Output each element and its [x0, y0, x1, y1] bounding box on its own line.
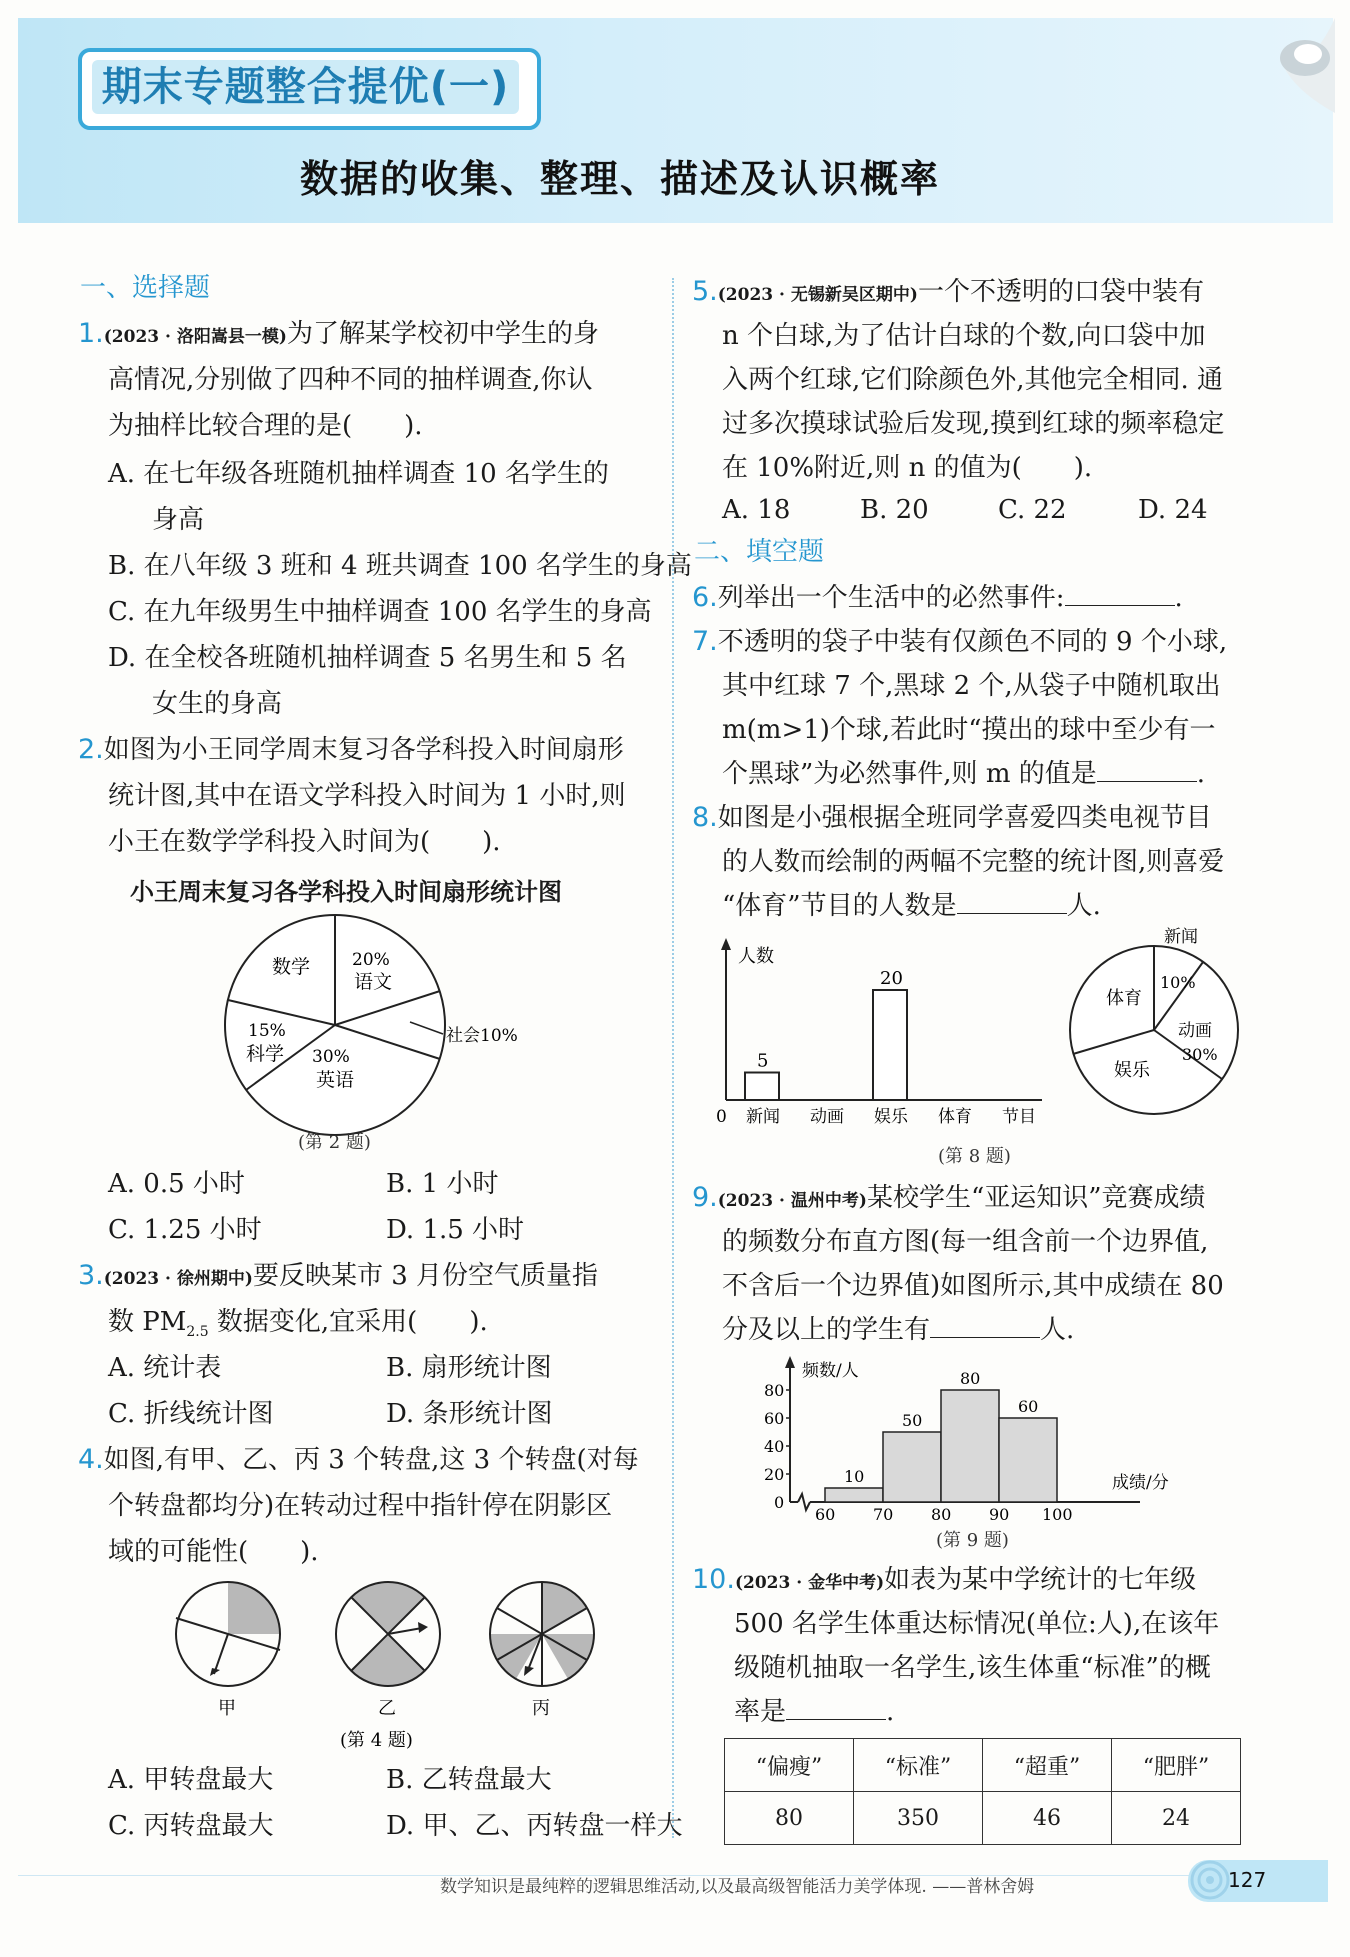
question-3	[78, 1254, 598, 1301]
q9-histogram-bar	[999, 1418, 1057, 1502]
question-6	[692, 576, 1183, 620]
q8-pie-ent: 娱乐	[1114, 1060, 1150, 1081]
spinner-bing-label: 丙	[532, 1698, 550, 1719]
q9-x-label: 成绩/分	[1112, 1473, 1169, 1493]
q2-caption: (第 2 题)	[298, 1132, 371, 1153]
q8-number: 8.	[692, 802, 718, 833]
q1-option-c[interactable]: C. 在九年级男生中抽样调查 100 名学生的身高	[108, 597, 652, 627]
q3-option-b[interactable]: B. 扇形统计图	[386, 1353, 552, 1383]
q1-line2: 高情况,分别做了四种不同的抽样调查,你认	[108, 365, 593, 395]
table-cell: 46	[983, 1792, 1112, 1845]
q9-number: 9.	[692, 1182, 718, 1213]
q8-origin: 0	[716, 1107, 727, 1127]
q6-line1: 列举出一个生活中的必然事件:	[717, 583, 1065, 613]
q4-number: 4.	[78, 1444, 104, 1475]
q8-x-tick-label: 新闻	[746, 1107, 780, 1127]
q9-axis-break	[798, 1494, 810, 1510]
q6-end: .	[1174, 583, 1183, 613]
q4-spinners-figure	[170, 1578, 610, 1768]
q1-line1: 为了解某学校初中学生的身	[286, 319, 599, 349]
q9-y-tick-label: 0	[774, 1493, 785, 1512]
table-row	[725, 1792, 1241, 1845]
table-cell: 24	[1112, 1792, 1241, 1845]
q3-source: (2023 · 徐州期中)	[103, 1269, 253, 1289]
footer-spiral-icon	[1188, 1858, 1232, 1902]
q9-x-tick-label: 90	[989, 1505, 1010, 1524]
q9-histogram-bar	[825, 1488, 883, 1502]
q8-bar-chart	[712, 932, 1052, 1132]
q10-line4-wrap	[734, 1690, 894, 1734]
q9-x-tick-label: 60	[815, 1505, 836, 1524]
q10-line4: 率是	[734, 1697, 787, 1727]
q9-y-axis-arrow	[785, 1356, 795, 1368]
q9-end: 人.	[1040, 1315, 1075, 1345]
spinner-yi	[336, 1582, 440, 1719]
q5-line2: n 个白球,为了估计白球的个数,向口袋中加	[722, 321, 1206, 351]
q8-pie-sports: 体育	[1106, 988, 1142, 1009]
question-5	[692, 270, 1204, 317]
q9-y-label: 频数/人	[802, 1361, 859, 1381]
q8-x-label: 节目	[1002, 1107, 1036, 1127]
table-cell: 350	[854, 1792, 983, 1845]
section-choice-title: 一、选择题	[80, 273, 211, 303]
q5-option-b[interactable]: B. 20	[860, 495, 929, 525]
q5-line3: 入两个红球,它们除颜色外,其他完全相同. 通	[722, 365, 1224, 395]
q8-pie-anim: 动画	[1178, 1021, 1212, 1041]
q1-option-b[interactable]: B. 在八年级 3 班和 4 班共调查 100 名学生的身高	[108, 551, 692, 581]
q9-histogram-bar	[883, 1432, 941, 1502]
q9-source: (2023 · 温州中考)	[717, 1191, 867, 1211]
q10-answer-blank[interactable]	[786, 1693, 886, 1720]
q3-option-d[interactable]: D. 条形统计图	[386, 1399, 553, 1429]
footer-quote: 数学知识是最纯粹的逻辑思维活动,以及最高级智能活力美学体现. ——普林舍姆	[440, 1877, 1035, 1897]
spinner-jia	[176, 1582, 280, 1719]
q10-line1: 如表为某中学统计的七年级	[884, 1565, 1197, 1595]
q9-line2: 的频数分布直方图(每一组含前一个边界值,	[722, 1227, 1209, 1257]
q2-line3: 小王在数学学科投入时间为( ).	[108, 827, 501, 857]
table-header-cell: “偏瘦”	[725, 1739, 854, 1792]
q9-bar-value-label: 80	[960, 1369, 981, 1388]
q8-y-axis-arrow	[721, 938, 731, 950]
section-fill-title: 二、填空题	[694, 537, 825, 567]
q2-label-english: 英语	[316, 1069, 355, 1091]
q4-option-a[interactable]: A. 甲转盘最大	[108, 1765, 274, 1795]
q9-line4-wrap	[722, 1308, 1074, 1352]
q3-line2-a: 数 PM	[108, 1307, 187, 1337]
q10-line2: 500 名学生体重达标情况(单位:人),在该年	[734, 1609, 1220, 1639]
q8-end: 人.	[1066, 891, 1101, 921]
page-curl-decoration	[1250, 18, 1335, 113]
q3-option-a[interactable]: A. 统计表	[108, 1353, 222, 1383]
q9-line4: 分及以上的学生有	[722, 1315, 931, 1345]
q7-line3: m(m>1)个球,若此时“摸出的球中至少有一	[722, 715, 1216, 745]
table-header-cell: “肥胖”	[1112, 1739, 1241, 1792]
q10-line3: 级随机抽取一名学生,该生体重“标准”的概	[734, 1653, 1211, 1683]
q1-option-d-cont: 女生的身高	[152, 689, 283, 719]
q5-option-a[interactable]: A. 18	[722, 495, 791, 525]
q9-line1: 某校学生“亚运知识”竞赛成绩	[866, 1183, 1206, 1213]
column-divider	[672, 278, 674, 1838]
q8-caption: (第 8 题)	[938, 1146, 1011, 1167]
q3-option-c[interactable]: C. 折线统计图	[108, 1399, 274, 1429]
q5-option-c[interactable]: C. 22	[998, 495, 1067, 525]
q2-number: 2.	[78, 734, 104, 765]
q3-line2-sub: 2.5	[186, 1324, 209, 1341]
q7-end: .	[1196, 759, 1206, 789]
q4-option-d[interactable]: D. 甲、乙、丙转盘一样大	[386, 1811, 683, 1841]
q4-option-c[interactable]: C. 丙转盘最大	[108, 1811, 274, 1841]
table-row	[725, 1739, 1241, 1792]
q8-x-tick-label: 娱乐	[874, 1107, 908, 1127]
page-subtitle: 数据的收集、整理、描述及认识概率	[300, 157, 941, 201]
question-10	[692, 1558, 1196, 1605]
title-badge-text: 期末专题整合提优(一)	[92, 60, 519, 114]
q4-line1: 如图,有甲、乙、丙 3 个转盘,这 3 个转盘(对每	[103, 1445, 639, 1475]
table-cell: 80	[725, 1792, 854, 1845]
q8-line2: 的人数而绘制的两幅不完整的统计图,则喜爱	[722, 847, 1225, 877]
q2-label-chinese: 语文	[354, 971, 393, 993]
q8-bar	[745, 1073, 779, 1101]
q3-line2-b: 数据变化,宜采用( ).	[208, 1307, 488, 1337]
spinner-jia-pointer	[214, 1634, 228, 1674]
q8-line3-wrap	[722, 884, 1101, 928]
q2-label-social: 社会10%	[446, 1026, 518, 1046]
q8-y-label: 人数	[738, 946, 774, 967]
q7-line4-wrap	[722, 752, 1205, 796]
spinner-jia-label: 甲	[218, 1698, 236, 1719]
q2-option-b[interactable]: B. 1 小时	[386, 1169, 499, 1199]
q3-line1: 要反映某市 3 月份空气质量指	[252, 1261, 599, 1291]
q3-number: 3.	[78, 1260, 104, 1291]
q7-answer-blank[interactable]	[1097, 755, 1197, 782]
q2-label-english-pct: 30%	[312, 1047, 350, 1067]
q2-line2: 统计图,其中在语文学科投入时间为 1 小时,则	[108, 781, 626, 811]
page-number: 127	[1228, 1868, 1267, 1892]
q9-y-tick-label: 80	[764, 1381, 785, 1400]
q4-line3: 域的可能性( ).	[108, 1537, 319, 1567]
table-header-cell: “标准”	[854, 1739, 983, 1792]
q2-label-science-pct: 15%	[248, 1021, 286, 1041]
q8-pie-chart	[1060, 922, 1260, 1122]
q5-source: (2023 · 无锡新吴区期中)	[717, 285, 918, 305]
spinner-bing	[490, 1582, 594, 1719]
q9-bar-value-label: 10	[844, 1467, 865, 1486]
q10-weight-table	[724, 1738, 1241, 1845]
q4-line2: 个转盘都均分)在转动过程中指针停在阴影区	[108, 1491, 613, 1521]
q1-option-a[interactable]: A. 在七年级各班随机抽样调查 10 名学生的	[108, 459, 609, 489]
q1-number: 1.	[78, 318, 104, 349]
q7-number: 7.	[692, 626, 718, 657]
q5-line5: 在 10%附近,则 n 的值为( ).	[722, 453, 1093, 483]
q9-caption: (第 9 题)	[936, 1530, 1009, 1551]
q10-end: .	[886, 1697, 895, 1727]
q9-x-tick-label: 80	[931, 1505, 952, 1524]
q8-pie-anim-pct: 30%	[1182, 1045, 1218, 1064]
q9-bar-value-label: 60	[1018, 1397, 1039, 1416]
q7-line2: 其中红球 7 个,黑球 2 个,从袋子中随机取出	[722, 671, 1221, 701]
q8-line1: 如图是小强根据全班同学喜爱四类电视节目	[717, 803, 1212, 833]
q6-answer-blank[interactable]	[1065, 579, 1175, 606]
q2-label-chinese-pct: 20%	[352, 950, 390, 970]
q8-answer-blank[interactable]	[957, 887, 1067, 914]
question-7	[692, 620, 1227, 664]
q9-y-tick-label: 20	[764, 1465, 785, 1484]
q2-option-c[interactable]: C. 1.25 小时	[108, 1215, 262, 1245]
q2-option-d[interactable]: D. 1.5 小时	[386, 1215, 525, 1245]
q5-option-d[interactable]: D. 24	[1138, 495, 1208, 525]
q1-option-a-cont: 身高	[152, 505, 205, 535]
q9-line3: 不含后一个边界值)如图所示,其中成绩在 80	[722, 1271, 1224, 1301]
question-2	[78, 728, 624, 772]
q1-source: (2023 · 洛阳嵩县一模)	[103, 327, 287, 347]
q9-histogram-bar	[941, 1390, 999, 1502]
q8-bar-value-label: 20	[880, 968, 903, 989]
q10-number: 10.	[692, 1564, 735, 1595]
q6-number: 6.	[692, 582, 718, 613]
q8-bar-value-label: 5	[757, 1050, 769, 1072]
q9-answer-blank[interactable]	[930, 1311, 1040, 1338]
q2-pie-chart	[220, 910, 580, 1140]
question-1	[78, 312, 599, 359]
q4-caption: (第 4 题)	[340, 1730, 413, 1751]
q1-line3: 为抽样比较合理的是( ).	[108, 411, 423, 441]
q8-line3: “体育”节目的人数是	[722, 891, 957, 921]
q2-line1: 如图为小王同学周末复习各学科投入时间扇形	[103, 735, 624, 765]
q5-line4: 过多次摸球试验后发现,摸到红球的频率稳定	[722, 409, 1225, 439]
q2-label-math: 数学	[272, 956, 311, 978]
q7-line4: 个黑球”为必然事件,则 m 的值是	[722, 759, 1097, 789]
q10-source: (2023 · 金华中考)	[734, 1573, 885, 1593]
q2-chart-title: 小王周末复习各学科投入时间扇形统计图	[130, 878, 562, 906]
q8-bar	[873, 990, 907, 1100]
q8-pie-news: 新闻	[1164, 927, 1198, 947]
question-9	[692, 1176, 1206, 1223]
q9-y-tick-label: 40	[764, 1437, 785, 1456]
q2-option-a[interactable]: A. 0.5 小时	[108, 1169, 245, 1199]
q8-pie-news-pct: 10%	[1160, 973, 1196, 992]
q7-line1: 不透明的袋子中装有仅颜色不同的 9 个小球,	[717, 627, 1228, 657]
q5-number: 5.	[692, 276, 718, 307]
table-header-cell: “超重”	[983, 1739, 1112, 1792]
q8-x-tick-label: 动画	[810, 1107, 844, 1127]
q9-histogram	[750, 1354, 1210, 1524]
q1-option-d[interactable]: D. 在全校各班随机抽样调查 5 名男生和 5 名	[108, 643, 627, 673]
q9-x-tick-label: 100	[1042, 1505, 1073, 1524]
spinner-yi-label: 乙	[378, 1698, 396, 1719]
q9-x-tick-label: 70	[873, 1505, 894, 1524]
q8-x-tick-label: 体育	[938, 1107, 972, 1127]
q9-y-tick-label: 60	[764, 1409, 785, 1428]
q9-bar-value-label: 50	[902, 1411, 923, 1430]
q2-label-science: 科学	[246, 1043, 285, 1065]
q4-option-b[interactable]: B. 乙转盘最大	[386, 1765, 552, 1795]
question-8	[692, 796, 1212, 840]
question-4	[78, 1438, 639, 1482]
q5-line1: 一个不透明的口袋中装有	[917, 277, 1204, 307]
